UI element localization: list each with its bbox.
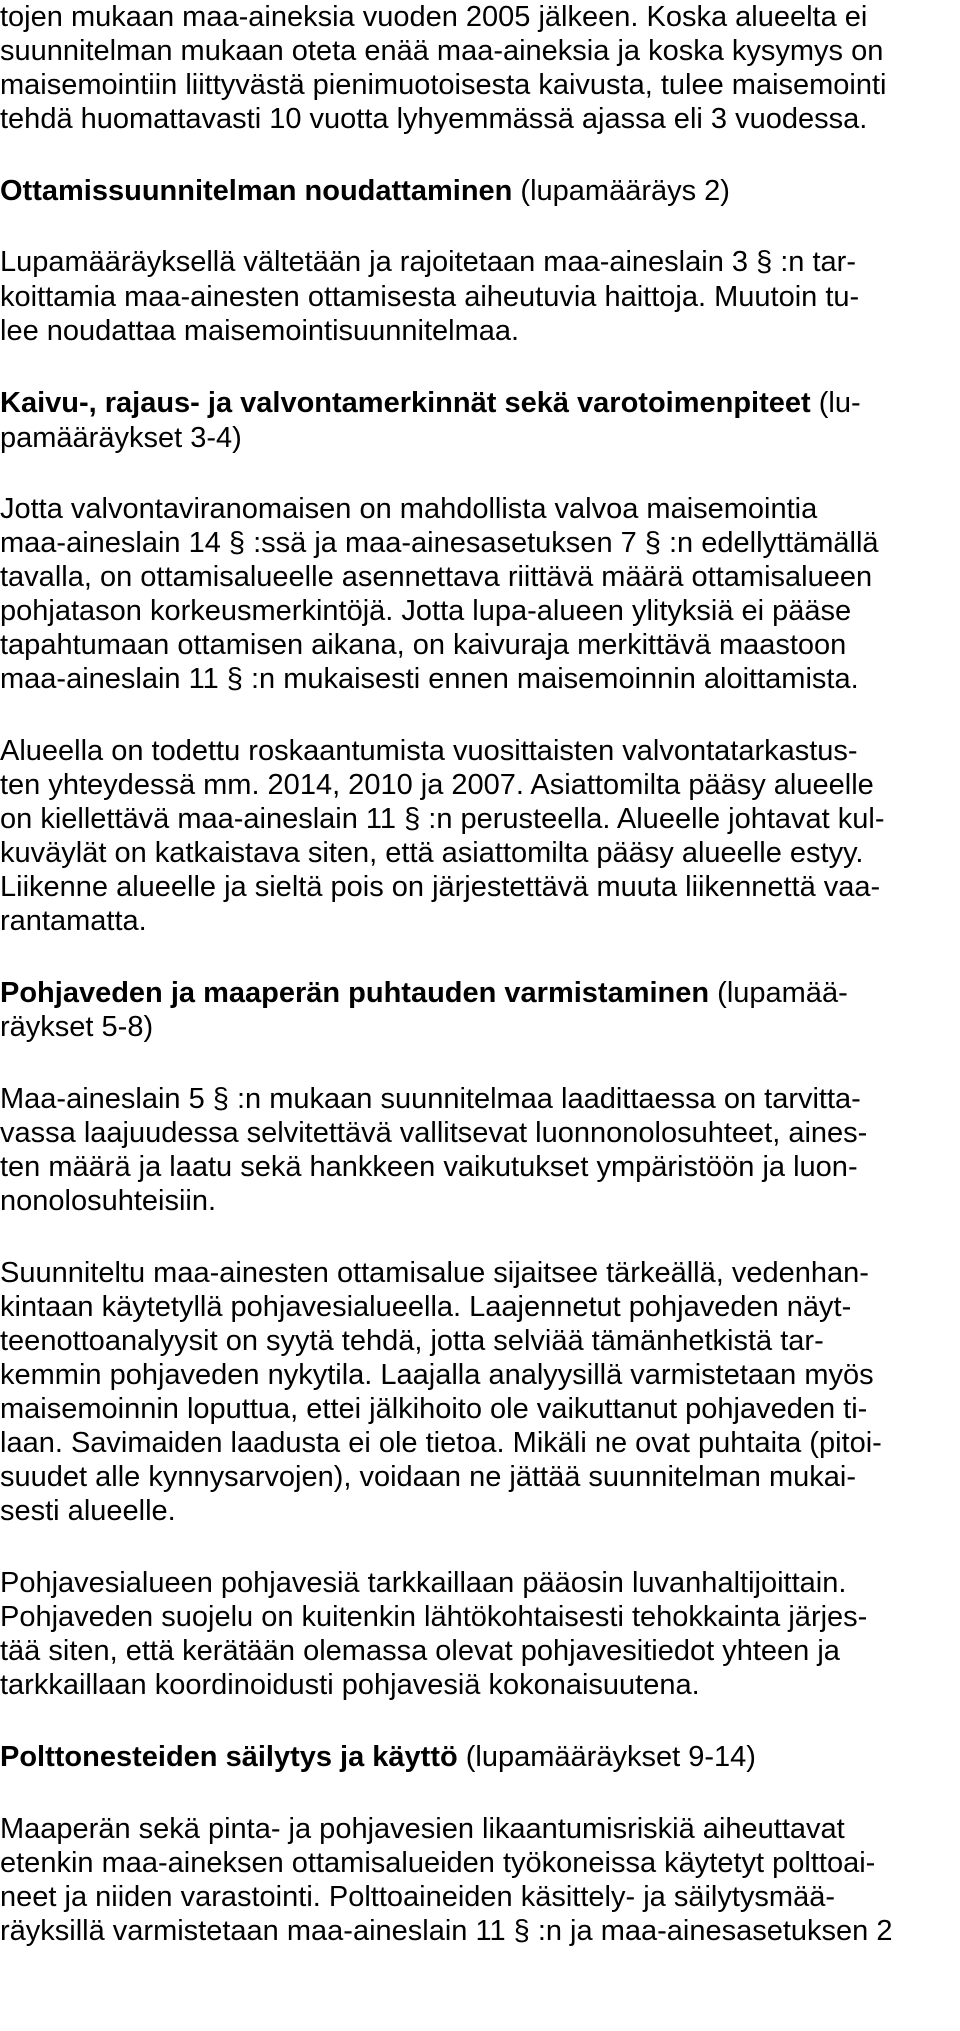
- line-text: on kiellettävä maa-aineslain 11 § :n perusteella. Alueelle johtavat kul-: [0, 803, 885, 835]
- paragraph-line: [0, 1256, 869, 1290]
- paragraph-line: [0, 768, 874, 802]
- section-heading: [0, 174, 730, 208]
- paragraph-line: [0, 802, 885, 836]
- section-heading-title: Kaivu-, rajaus- ja valvontamerkinnät sekä varotoimenpiteet: [0, 387, 811, 419]
- paragraph-line: [0, 1150, 858, 1184]
- section-heading: [0, 1740, 756, 1774]
- line-text: suunnitelman mukaan oteta enää maa-aineksia ja koska kysymys on: [0, 35, 884, 67]
- line-text: Jotta valvontaviranomaisen on mahdollista valvoa maisemointia: [0, 493, 818, 525]
- line-text: koittamia maa-ainesten ottamisesta aiheutuvia haittoja. Muutoin tu-: [0, 281, 860, 313]
- paragraph-line: [0, 1460, 856, 1494]
- line-text: ten määrä ja laatu sekä hankkeen vaikutukset ympäristöön ja luon-: [0, 1151, 858, 1183]
- paragraph-line: [0, 1116, 867, 1150]
- line-text: tavalla, on ottamisalueelle asennettava riittävä määrä ottamisalueen: [0, 561, 873, 593]
- line-text: kuväylät on katkaistava siten, että asiattomilta pääsy alueelle estyy.: [0, 837, 864, 869]
- paragraph-line: [0, 1668, 700, 1702]
- paragraph-line: [0, 492, 817, 526]
- line-text: Maa-aineslain 5 § :n mukaan suunnitelmaa laadittaessa on tarvitta-: [0, 1083, 861, 1115]
- section-heading-continuation: [0, 1010, 153, 1044]
- line-text: Pohjaveden suojelu on kuitenkin lähtökohtaisesti tehokkainta järjes-: [0, 1601, 868, 1633]
- line-text: Suunniteltu maa-ainesten ottamisalue sijaitsee tärkeällä, vedenhan-: [0, 1257, 869, 1289]
- line-text: suudet alle kynnysarvojen), voidaan ne jättää suunnitelman mukai-: [0, 1461, 856, 1493]
- section-heading: [0, 976, 848, 1010]
- paragraph-line: [0, 594, 851, 628]
- paragraph-line: [0, 1324, 824, 1358]
- line-text: Maaperän sekä pinta- ja pohjavesien likaantumisriskiä aiheuttavat: [0, 1813, 845, 1845]
- line-text: pamääräykset 3-4): [0, 422, 242, 454]
- line-text: kintaan käytetyllä pohjavesialueella. Laajennetut pohjaveden näyt-: [0, 1291, 852, 1323]
- paragraph-line: [0, 245, 856, 279]
- paragraph-line: [0, 1290, 851, 1324]
- paragraph-line: [0, 662, 859, 696]
- paragraph-line: [0, 628, 846, 662]
- section-heading-reference: (lupamää-: [709, 977, 848, 1009]
- paragraph-line: [0, 280, 859, 314]
- line-text: laan. Savimaiden laadusta ei ole tietoa. Mikäli ne ovat puhtaita (pitoi-: [0, 1427, 882, 1459]
- paragraph-line: [0, 34, 883, 68]
- line-text: Alueella on todettu roskaantumista vuosittaisten valvontatarkastus-: [0, 735, 858, 767]
- paragraph-line: [0, 904, 147, 938]
- section-heading-title: Pohjaveden ja maaperän puhtauden varmistaminen: [0, 977, 710, 1009]
- line-text: räyksillä varmistetaan maa-aineslain 11 § :n ja maa-ainesasetuksen 2: [0, 1915, 893, 1947]
- paragraph-line: [0, 870, 880, 904]
- line-text: räykset 5-8): [0, 1011, 154, 1043]
- line-text: pohjatason korkeusmerkintöjä. Jotta lupa-alueen ylityksiä ei pääse: [0, 595, 852, 627]
- paragraph-line: [0, 1566, 846, 1600]
- line-text: teenottoanalyysit on syytä tehdä, jotta selviää tämänhetkistä tar-: [0, 1325, 824, 1357]
- section-heading-title: Ottamissuunnitelman noudattaminen: [0, 175, 513, 207]
- line-text: maa-aineslain 11 § :n mukaisesti ennen maisemoinnin aloittamista.: [0, 663, 859, 695]
- section-heading-title: Polttonesteiden säilytys ja käyttö: [0, 1741, 458, 1773]
- section-heading: [0, 386, 861, 420]
- paragraph-line: [0, 0, 867, 34]
- paragraph-line: [0, 1392, 867, 1426]
- paragraph-line: [0, 1880, 835, 1914]
- paragraph-line: [0, 1426, 882, 1460]
- line-text: sesti alueelle.: [0, 1495, 176, 1527]
- line-text: neet ja niiden varastointi. Polttoaineiden käsittely- ja säilytysmää-: [0, 1881, 835, 1913]
- paragraph-line: [0, 68, 887, 102]
- paragraph-line: [0, 314, 519, 348]
- line-text: ten yhteydessä mm. 2014, 2010 ja 2007. Asiattomilta pääsy alueelle: [0, 769, 874, 801]
- section-heading-continuation: [0, 421, 242, 455]
- line-text: kemmin pohjaveden nykytila. Laajalla analyysillä varmistetaan myös: [0, 1359, 874, 1391]
- paragraph-line: [0, 560, 872, 594]
- line-text: tojen mukaan maa-aineksia vuoden 2005 jälkeen. Koska alueelta ei: [0, 1, 868, 33]
- paragraph-line: [0, 1494, 176, 1528]
- paragraph-line: [0, 1358, 874, 1392]
- paragraph-line: [0, 1600, 867, 1634]
- paragraph-line: [0, 1634, 840, 1668]
- paragraph-line: [0, 1082, 861, 1116]
- paragraph-line: [0, 1812, 845, 1846]
- line-text: maisemoinnin loputtua, ettei jälkihoito ole vaikuttanut pohjaveden ti-: [0, 1393, 868, 1425]
- line-text: vassa laajuudessa selvitettävä vallitsevat luonnonolosuhteet, aines-: [0, 1117, 868, 1149]
- paragraph-line: [0, 526, 879, 560]
- line-text: tää siten, että kerätään olemassa olevat pohjavesitiedot yhteen ja: [0, 1635, 840, 1667]
- line-text: Pohjavesialueen pohjavesiä tarkkaillaan pääosin luvanhaltijoittain.: [0, 1567, 847, 1599]
- line-text: Lupamääräyksellä vältetään ja rajoitetaan maa-aineslain 3 § :n tar-: [0, 246, 856, 278]
- line-text: Liikenne alueelle ja sieltä pois on järjestettävä muuta liikennettä vaa-: [0, 871, 881, 903]
- paragraph-line: [0, 734, 858, 768]
- line-text: maisemointiin liittyvästä pienimuotoisesta kaivusta, tulee maisemointi: [0, 69, 887, 101]
- line-text: tapahtumaan ottamisen aikana, on kaivuraja merkittävä maastoon: [0, 629, 847, 661]
- paragraph-line: [0, 836, 863, 870]
- section-heading-reference: (lupamääräykset 9-14): [457, 1741, 756, 1773]
- paragraph-line: [0, 1184, 216, 1218]
- paragraph-line: [0, 102, 867, 136]
- line-text: lee noudattaa maisemointisuunnitelmaa.: [0, 315, 520, 347]
- line-text: nonolosuhteisiin.: [0, 1185, 217, 1217]
- line-text: etenkin maa-aineksen ottamisalueiden työkoneissa käytetyt polttoai-: [0, 1847, 876, 1879]
- line-text: maa-aineslain 14 § :ssä ja maa-ainesasetuksen 7 § :n edellyttämällä: [0, 527, 879, 559]
- paragraph-line: [0, 1914, 892, 1948]
- line-text: tehdä huomattavasti 10 vuotta lyhyemmässä ajassa eli 3 vuodessa.: [0, 103, 868, 135]
- line-text: rantamatta.: [0, 905, 147, 937]
- section-heading-reference: (lu-: [810, 387, 861, 419]
- line-text: tarkkaillaan koordinoidusti pohjavesiä kokonaisuutena.: [0, 1669, 700, 1701]
- paragraph-line: [0, 1846, 875, 1880]
- section-heading-reference: (lupamääräys 2): [512, 175, 730, 207]
